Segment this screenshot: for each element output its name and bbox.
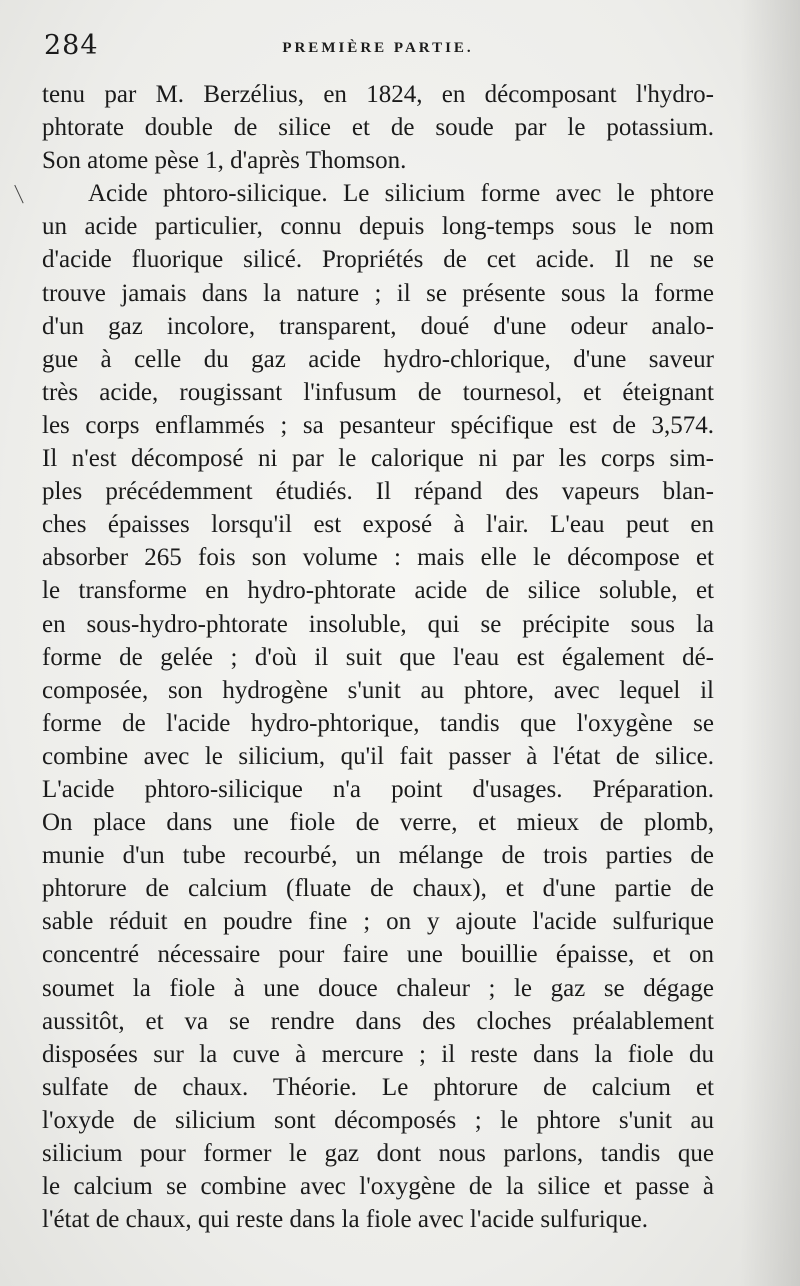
text-line: aussitôt, et va se rendre dans des cloches préalablement — [42, 1007, 714, 1035]
text-line: très acide, rougissant l'infusum de tournesol, et éteignant — [42, 378, 714, 406]
text-line: silicium pour former le gaz dont nous parlons, tandis que — [42, 1140, 714, 1167]
text-line: un acide particulier, connu depuis long-temps sous le nom — [42, 213, 714, 241]
text-line: Son atome pèse 1, d'après Thomson. — [42, 147, 407, 175]
text-line: L'acide phtoro-silicique n'a point d'usages. Préparation. — [42, 775, 714, 803]
text-line: l'état de chaux, qui reste dans la fiole avec l'acide sulfurique. — [42, 1206, 648, 1234]
text-line: en sous-hydro-phtorate insoluble, qui se précipite sous la — [42, 610, 714, 638]
text-line: Acide phtoro-silicique. Le silicium forme avec le phtore — [88, 180, 714, 208]
text-line: d'un gaz incolore, transparent, doué d'une odeur analo- — [42, 312, 714, 340]
text-line: forme de l'acide hydro-phtorique, tandis que l'oxygène se — [42, 709, 714, 737]
text-line: disposées sur la cuve à mercure ; il reste dans la fiole du — [42, 1040, 714, 1068]
text-line: tenu par M. Berzélius, en 1824, en décomposant l'hydro- — [42, 81, 714, 108]
running-head: PREMIÈRE PARTIE. — [282, 40, 474, 56]
text-line: concentré nécessaire pour faire une bouillie épaisse, et on — [42, 941, 714, 969]
margin-pencil-mark — [14, 181, 32, 204]
body-text — [42, 78, 714, 1236]
text-line: composée, son hydrogène s'unit au phtore, avec lequel il — [42, 676, 714, 704]
text-line: d'acide fluorique silicé. Propriétés de cet acide. Il ne se — [42, 246, 714, 274]
text-line: sulfate de chaux. Théorie. Le phtorure de calcium et — [42, 1073, 714, 1101]
text-line: sable réduit en poudre fine ; on y ajoute l'acide sulfurique — [42, 908, 714, 936]
text-line: phtorate double de silice et de soude par le potassium. — [42, 114, 714, 142]
text-line: ches épaisses lorsqu'il est exposé à l'air. L'eau peut en — [42, 511, 714, 539]
text-line: soumet la fiole à une douce chaleur ; le gaz se dégage — [42, 974, 714, 1002]
text-line: On place dans une fiole de verre, et mieux de plomb, — [42, 809, 714, 837]
page-header — [44, 30, 712, 64]
text-line: absorber 265 fois son volume : mais elle le décompose et — [42, 544, 714, 572]
text-line: combine avec le silicium, qu'il fait passer à l'état de silice. — [42, 742, 714, 770]
text-line: forme de gelée ; d'où il suit que l'eau est également dé- — [42, 643, 714, 671]
text-line: les corps enflammés ; sa pesanteur spécifique est de 3,574. — [42, 411, 714, 439]
text-line: gue à celle du gaz acide hydro-chlorique, d'une saveur — [42, 345, 714, 373]
page-number: 284 — [44, 30, 99, 61]
text-line: l'oxyde de silicium sont décomposés ; le phtore s'unit au — [42, 1106, 714, 1134]
text-line: Il n'est décomposé ni par le calorique ni par les corps sim- — [42, 445, 714, 473]
page-edge-shadow — [740, 0, 800, 1286]
text-line: trouve jamais dans la nature ; il se présente sous la forme — [42, 279, 714, 307]
text-line: le calcium se combine avec l'oxygène de la silice et passe à — [42, 1173, 714, 1201]
text-line: munie d'un tube recourbé, un mélange de trois parties de — [42, 842, 714, 870]
text-line: ples précédemment étudiés. Il répand des vapeurs blan- — [42, 478, 714, 506]
text-line: phtorure de calcium (fluate de chaux), et d'une partie de — [42, 875, 714, 903]
text-line: le transforme en hydro-phtorate acide de silice soluble, et — [42, 577, 714, 605]
